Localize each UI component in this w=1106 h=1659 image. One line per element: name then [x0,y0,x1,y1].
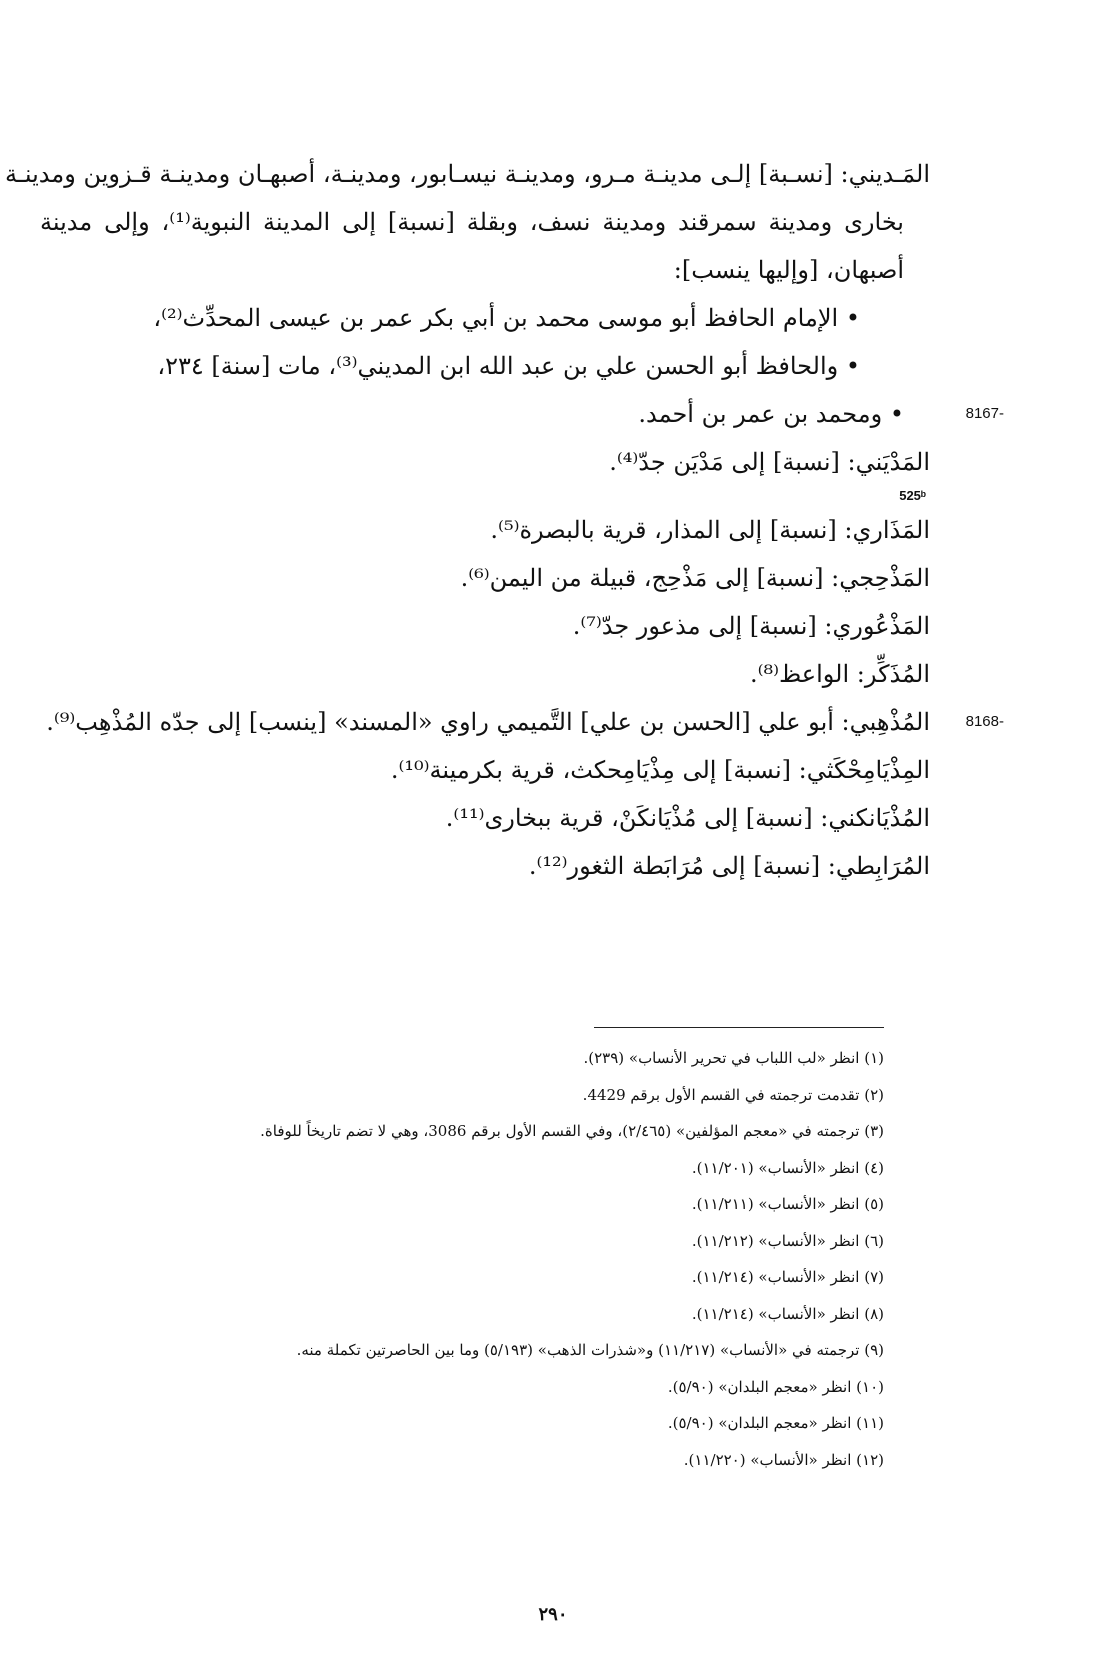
folio-marker: 525ᵇ [899,488,926,503]
bullet-item-text: • ومحمد بن عمر بن أحمد. [638,400,904,428]
entry-murabiti: المُرَابِطي: [نسبة] إلى مُرَابَطة الثغور⁽¹²⁾. [528,852,930,880]
entry-continuation: بخارى ومدينة سمرقند ومدينة نسف، وبقلة [نسبة] إلى المدينة النبوية⁽¹⁾، وإلى مدينة [40,208,904,236]
bullet-item [40,390,1004,438]
bullet-item: • الإمام الحافظ أبو موسى محمد بن أبي بكر عمر بن عيسى المحدِّث⁽²⁾، [153,304,860,332]
entry-mudhyanakni: المُذْيَانكني: [نسبة] إلى مُذْيَانكَنْ، قرية ببخارى⁽¹¹⁾. [445,804,930,832]
entry-number: 8167- [965,405,1004,422]
footnote: (٧) انظر «الأنساب» (١١/٢١٤). [691,1268,884,1286]
footnote: (٨) انظر «الأنساب» (١١/٢١٤). [691,1304,884,1323]
footnotes [104,1040,884,1478]
footnote: (٩) ترجمته في «الأنساب» (١١/٢١٧) و«شذرات الذهب» (٥/١٩٣) وما بين الحاصرتين تكملة منه. [296,1341,884,1359]
footnote: (١١) انظر «معجم البلدان» (٥/٩٠). [667,1414,884,1432]
footnote: (١٠) انظر «معجم البلدان» (٥/٩٠). [667,1377,884,1396]
entry-mudhhibi [40,698,1004,746]
main-text [4,150,1004,890]
bullet-item: • والحافظ أبو الحسن علي بن عبد الله ابن المديني⁽³⁾، مات [سنة] ٢٣٤، [157,352,860,380]
entry-text: المُذْهِبي: أبو علي [الحسن بن علي] التَّميمي راوي «المسند» [ينسب] إلى جدّه المُذْهِب⁽⁹⁾. [46,708,930,736]
footnote: (٣) ترجمته في «معجم المؤلفين» (٢/٤٦٥)، وفي القسم الأول برقم 3086، وهي لا تضم تاريخاً للوفاة. [260,1122,884,1140]
page-number: ٢٩٠ [538,1604,568,1625]
entry-midhyamihkathi: المِذْيَامِحْكَثي: [نسبة] إلى مِذْيَامِحكث، قرية بكرمينة⁽¹⁰⁾. [390,756,930,784]
entry-number: 8168- [965,713,1004,730]
entry-mudhakkir: المُذَكِّر: الواعظ⁽⁸⁾. [749,660,930,688]
entry-madini: المَـديني: [نسـبة] إلـى مدينـة مـرو، ومدينـة نيسـابور، ومدينـة، أصبهـان ومدينـة قـزوين ومدينـة [4,160,930,188]
entry-madhuri: المَذْعُوري: [نسبة] إلى مذعور جدّ⁽⁷⁾. [572,612,930,640]
footnote: (٥) انظر «الأنساب» (١١/٢١١). [691,1195,884,1213]
footnote: (١٢) انظر «الأنساب» (١١/٢٢٠). [683,1450,884,1469]
footnote: (٤) انظر «الأنساب» (١١/٢٠١). [691,1158,884,1177]
entry-continuation: أصبهان، [وإليها ينسب]: [673,256,904,284]
entry-madhhiji: المَذْحِجي: [نسبة] إلى مَذْحِج، قبيلة من اليمن⁽⁶⁾. [460,564,930,592]
footnote-divider [594,1027,884,1028]
footnote: (١) انظر «لب اللباب في تحرير الأنساب» (٢٣٩). [583,1049,884,1067]
footnote: (٢) تقدمت ترجمته في القسم الأول برقم 4429. [582,1085,884,1104]
entry-madyani: المَدْيَني: [نسبة] إلى مَدْيَن جدّ⁽⁴⁾. [609,448,930,476]
entry-madhari: المَذَاري: [نسبة] إلى المذار، قرية بالبصرة⁽⁵⁾. [490,516,930,544]
footnote: (٦) انظر «الأنساب» (١١/٢١٢). [691,1231,884,1250]
